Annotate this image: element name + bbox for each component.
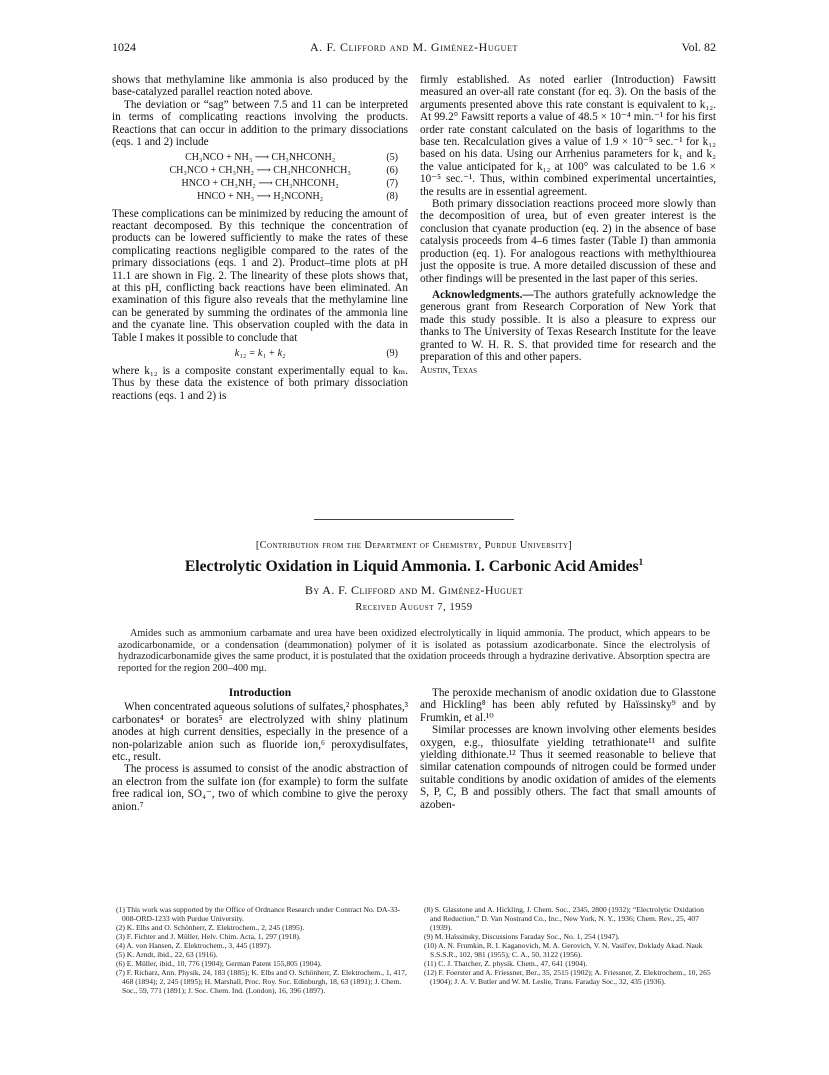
- intro-para-2: The process is assumed to consist of the anodic abstraction of an electron from the sulfate ion (for example) to form the sulfate free radical ion, SO₄⁻, two of which combine to give the peroxy anion.⁷: [112, 763, 408, 813]
- footnote-9: (9) M. Haïssinsky, Discussions Faraday Soc., No. 1, 254 (1947).: [424, 932, 620, 941]
- running-title: A. F. Clifford and M. Giménez-Huguet: [310, 40, 518, 54]
- footnote-1: (1) This work was supported by the Office of Ordnance Research under Contract No. DA-33-008-ORD-1233 with Purdue University.: [116, 905, 401, 923]
- intro-right-para-2: Similar processes are known involving other elements besides oxygen, e.g., thiosulfate yielding tetrathionate¹¹ and sulfite yielding dithionate.¹² Thus it seemed reasonable to believe that similar catenation compounds of nitrogen could be formed under suitable conditions by anodic oxidation of amides of the elements S, P, C, B and possibly others. The fact that small amounts of azoben-: [420, 724, 716, 811]
- intro-heading: Introduction: [228, 687, 292, 699]
- contribution-line: [Contribution from the Department of Chemistry, Purdue University]: [255, 540, 573, 551]
- intro-left-column: [112, 687, 408, 813]
- footnote-12: (12) F. Foerster and A. Friessner, Ber., 35, 2515 (1902); A. Friessner, Z. Elektrochem., 10, 265 (1904); J. A. V. Butler and W. M. Leslie, Trans. Faraday Soc., 32, 435 (1936).: [424, 968, 711, 986]
- footnotes-right: [420, 905, 716, 986]
- footnote-11: (11) C. J. Thatcher, Z. physik. Chem., 47, 641 (1904).: [424, 959, 588, 968]
- article-title: Electrolytic Oxidation in Liquid Ammonia. I. Carbonic Acid Amides$^1$: [184, 557, 644, 576]
- prev-article-right-column: [420, 74, 716, 378]
- byline: By A. F. Clifford and M. Giménez-Huguet: [304, 583, 524, 597]
- acknowledgments: [420, 289, 716, 363]
- acknowledgments-label: Acknowledgments.—: [432, 288, 534, 301]
- footnote-10: (10) A. N. Frumkin, R. I. Kaganovich, M. A. Gerovich, V. N. Vasil'ev, Doklady Akad. Nauk S.S.S.R., 102, 981 (1955); C. A., 50, 3122 (1956).: [424, 941, 703, 959]
- equation-7: HNCO + CH₃NH₂ ⟶ CH₃NHCONH₂ (7): [181, 178, 398, 190]
- running-head: [112, 40, 716, 60]
- equation-9: k₁₂ = k₁ + k₂ (9): [234, 348, 398, 360]
- footnote-6: (6) E. Müller, ibid., 10, 776 (1904); German Patent 155,805 (1904).: [116, 959, 322, 968]
- footnotes-left: [112, 905, 408, 995]
- abstract: Amides such as ammonium carbamate and urea have been oxidized electrolytically in liquid ammonia. The product, which appears to be azodicarbonamide, or a condensation (deammonation) polymer of it is isolated as potassium azodicarbonate. Since the electrolysis of hydrazodicarbonamide gives the same product, it is postulated that the oxidation proceeds through a hydrazine derivative. Absorption spectra are reported for the region 200–400 mμ.: [118, 628, 710, 674]
- location: Austin, Texas: [420, 365, 478, 377]
- equation-8: HNCO + NH₃ ⟶ H₂NCONH₂ (8): [197, 190, 398, 202]
- prev-para-2: The deviation or “sag” between 7.5 and 11 can be interpreted in terms of complicating reactions involving the products. Reactions that can occur in addition to the primary dissociations (eqs. 1 and 2) include: [112, 98, 408, 149]
- footnote-8: (8) S. Glasstone and A. Hickling, J. Chem. Soc., 2345, 2800 (1932); “Electrolytic Oxidation and Reduction,” D. Van Nostrand Co., Inc., New York, N. Y., 1936; Chem. Rev., 25, 407 (1939).: [424, 905, 704, 932]
- prev-article-left-column: [112, 74, 408, 402]
- equation-6: CH₃NCO + CH₃NH₂ ⟶ CH₃NHCONHCH₃ (6): [169, 165, 398, 177]
- prev-right-para-1: firmly established. As noted earlier (Introduction) Fawsitt measured an over-all rate constant (for eq. 3). On the basis of the arguments presented above this rate constant is equivalent to k₁₂. At 99.2° Fawsitt reports a value of 48.5 × 10⁻⁴ min.⁻¹ for his first order rate constant calculated on the basis of logarithms to the base ten. Recalculation gives a value of 1.9 × 10⁻⁵ sec.⁻¹ for k₁₂ based on his data. Using our Arrhenius parameters for k₁ and k₂ the value anticipated for k₁₂ at 100° was calculated to be 1.6 × 10⁻⁵ sec.⁻¹. Thus, within combined experimental uncertainties, the results are in essential agreement.: [420, 74, 716, 198]
- intro-right-column: [420, 687, 716, 811]
- footnote-4: (4) A. von Hansen, Z. Elektrochem., 3, 445 (1897).: [116, 941, 272, 950]
- prev-para-1: shows that methylamine like ammonia is also produced by the base-catalyzed parallel reaction noted above.: [112, 74, 408, 99]
- acknowledgments-text: The authors gratefully acknowledge the generous grant from Research Corporation of New York that made this study possible. It is also a pleasure to express our thanks to The University of Texas Research Institute for the leave granted to W. H. R. S. that provided time for research and the preparation of this and other papers.: [420, 288, 716, 363]
- received-date: Received August 7, 1959: [355, 602, 473, 613]
- volume-number: Vol. 82: [681, 40, 716, 54]
- article-divider: [314, 519, 514, 520]
- prev-para-4: where k₁₂ is a composite constant experimentally equal to kₘ. Thus by these data the existence of both primary dissociation reactions (eqs. 1 and 2) is: [112, 364, 408, 402]
- intro-para-1: When concentrated aqueous solutions of sulfates,² phosphates,³ carbonates⁴ or borates⁵ are electrolyzed with shiny platinum anodes at high current densities, especially in the presence of a non-polarizable anion such as fluoride ion,⁶ peroxydisulfates, etc., result.: [112, 701, 408, 764]
- page-number: 1024: [112, 40, 136, 54]
- prev-right-para-2: Both primary dissociation reactions proceed more slowly than the decomposition of urea, but of even greater interest is the conclusion that cyanate production (eq. 2) in the absence of base catalysis proceeds from 4–6 times faster (Table I) than ammonia production (eq. 1). For analogous reactions with methylthiourea just the opposite is true. A more detailed discussion of these and other findings will be presented in the last paper of this series.: [420, 198, 716, 285]
- equation-list: [112, 152, 408, 203]
- footnote-5: (5) K. Arndt, ibid., 22, 63 (1916).: [116, 950, 218, 959]
- equation-5: CH₃NCO + NH₃ ⟶ CH₃NHCONH₂ (5): [185, 152, 398, 164]
- footnote-3: (3) F. Fichter and J. Müller, Helv. Chim. Acta, 1, 297 (1918).: [116, 932, 301, 941]
- intro-right-para-1: The peroxide mechanism of anodic oxidation due to Glasstone and Hickling⁸ has been ably refuted by Haïssinsky⁹ and by Frumkin, et al.¹⁰: [420, 687, 716, 724]
- title-footnote-mark: 1: [638, 557, 644, 567]
- prev-para-3: These complications can be minimized by reducing the amount of reactant decomposed. By this technique the concentration of products can be lowered sufficiently to make the rates of these complicating reactions negligible compared to the rates of the primary dissociations (eqs. 1 and 2). Product–time plots at pH 11.1 are shown in Fig. 2. The linearity of these plots shows that, at this pH, conflicting back reactions have been eliminated. An examination of this figure also reveals that the methylamine line can be generated by summing the ordinates of the ammonia line and the cyanate line. This observation coupled with the data in Table I makes it possible to conclude that: [112, 207, 408, 344]
- footnote-7: (7) F. Richarz, Ann. Physik, 24, 183 (1885); K. Elbs and O. Schönherr, Z. Elektrochem., 1, 417, 468 (1894); 2, 245 (1895); H. Marshall, Proc. Roy. Soc. Edinburgh, 18, 63 (1891); J. Chem. Soc., 59, 771 (1891); J. Soc. Chem. Ind. (London), 16, 396 (1897).: [116, 968, 407, 995]
- footnote-2: (2) K. Elbs and O. Schönherr, Z. Elektrochem., 2, 245 (1895).: [116, 923, 305, 932]
